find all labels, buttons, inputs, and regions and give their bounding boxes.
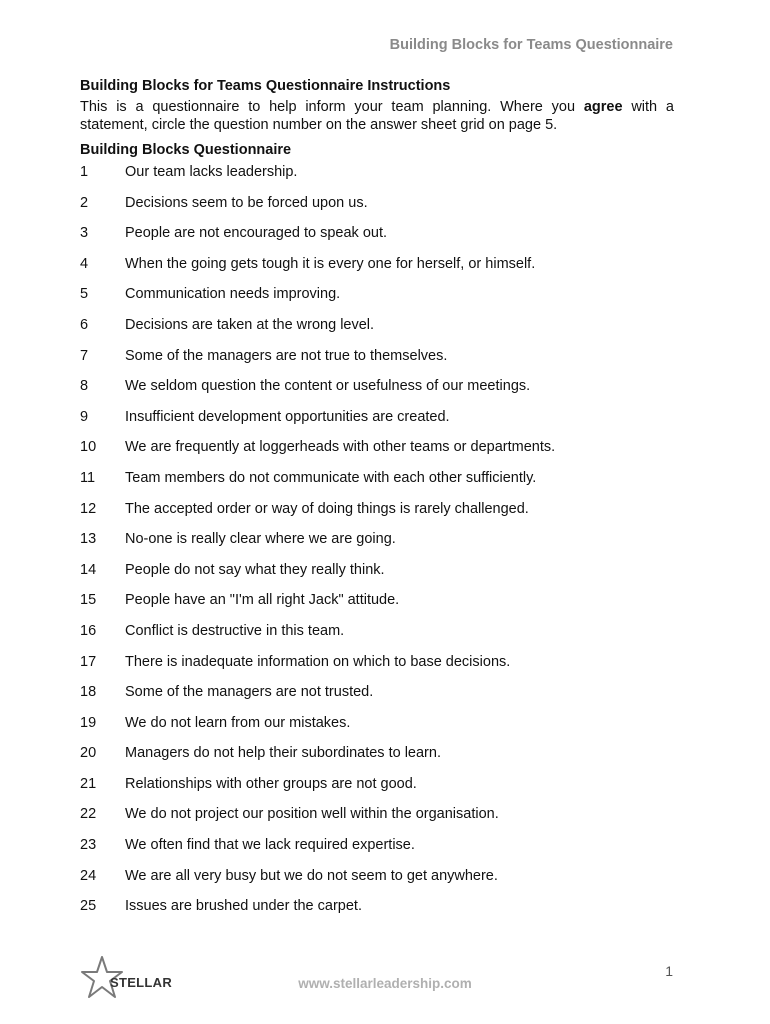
question-text: We do not project our position well within the organisation. bbox=[125, 806, 499, 823]
question-item bbox=[80, 194, 674, 225]
question-item bbox=[80, 530, 674, 561]
running-header-title: Building Blocks for Teams Questionnaire bbox=[389, 37, 673, 53]
question-number: 23 bbox=[80, 837, 97, 854]
question-item bbox=[80, 714, 674, 745]
question-item bbox=[80, 805, 674, 836]
questionnaire-heading: Building Blocks Questionnaire bbox=[80, 142, 292, 158]
question-text: We seldom question the content or usefulness of our meetings. bbox=[125, 378, 531, 395]
logo-wordmark: STELLAR bbox=[110, 975, 173, 990]
question-number: 19 bbox=[80, 714, 97, 731]
question-number: 12 bbox=[80, 500, 97, 517]
question-item bbox=[80, 591, 674, 622]
footer-url: www.stellarleadership.com bbox=[298, 976, 472, 991]
question-text: When the going gets tough it is every one for herself, or himself. bbox=[125, 255, 536, 272]
question-text: The accepted order or way of doing things is rarely challenged. bbox=[125, 500, 529, 517]
question-text: Some of the managers are not trusted. bbox=[125, 684, 374, 701]
question-number: 6 bbox=[80, 316, 89, 333]
question-number: 5 bbox=[80, 286, 89, 303]
question-item bbox=[80, 653, 674, 684]
question-number: 17 bbox=[80, 653, 97, 670]
question-number: 25 bbox=[80, 898, 97, 915]
question-text: We are all very busy but we do not seem to get anywhere. bbox=[125, 867, 498, 884]
question-item bbox=[80, 285, 674, 316]
question-text: Conflict is destructive in this team. bbox=[125, 622, 345, 639]
question-text: People have an "I'm all right Jack" attitude. bbox=[125, 592, 400, 609]
instructions-text-start: This is a questionnaire to help inform your team planning. Where you bbox=[80, 99, 584, 115]
question-item bbox=[80, 347, 674, 378]
question-number: 24 bbox=[80, 867, 97, 884]
question-text: Communication needs improving. bbox=[125, 286, 341, 303]
question-item bbox=[80, 163, 674, 194]
question-number: 1 bbox=[80, 164, 89, 180]
question-item bbox=[80, 500, 674, 531]
question-number: 3 bbox=[80, 225, 89, 242]
question-number: 21 bbox=[80, 775, 97, 792]
question-text: We do not learn from our mistakes. bbox=[125, 714, 351, 731]
question-text: We often find that we lack required expertise. bbox=[125, 837, 415, 854]
instructions-heading: Building Blocks for Teams Questionnaire Instructions bbox=[80, 78, 451, 94]
question-number: 22 bbox=[80, 806, 97, 823]
question-item bbox=[80, 744, 674, 775]
question-item bbox=[80, 897, 674, 928]
question-text: We are frequently at loggerheads with other teams or departments. bbox=[125, 439, 556, 456]
question-item bbox=[80, 255, 674, 286]
document-body bbox=[80, 77, 674, 928]
question-number: 18 bbox=[80, 684, 97, 701]
question-text: No-one is really clear where we are going. bbox=[125, 531, 396, 548]
question-text: Decisions seem to be forced upon us. bbox=[125, 194, 368, 211]
question-item bbox=[80, 408, 674, 439]
question-item bbox=[80, 377, 674, 408]
question-number: 16 bbox=[80, 622, 97, 639]
question-item bbox=[80, 867, 674, 898]
question-text: Decisions are taken at the wrong level. bbox=[125, 316, 375, 333]
question-number: 8 bbox=[80, 378, 89, 395]
question-number: 10 bbox=[80, 439, 97, 456]
question-number: 11 bbox=[80, 469, 96, 486]
question-item bbox=[80, 622, 674, 653]
question-text: People do not say what they really think. bbox=[125, 561, 385, 578]
question-number: 7 bbox=[80, 347, 89, 364]
question-text: Issues are brushed under the carpet. bbox=[125, 898, 362, 915]
instructions-text-end: with a statement, circle the question number on the answer sheet grid on page 5. bbox=[80, 99, 674, 133]
question-item bbox=[80, 775, 674, 806]
question-item bbox=[80, 316, 674, 347]
question-number: 20 bbox=[80, 745, 97, 762]
question-number: 14 bbox=[80, 561, 97, 578]
question-text: Insufficient development opportunities are created. bbox=[125, 408, 450, 425]
page-number: 1 bbox=[665, 963, 673, 979]
question-item bbox=[80, 438, 674, 469]
question-text: People are not encouraged to speak out. bbox=[125, 225, 387, 242]
question-number: 4 bbox=[80, 255, 89, 272]
question-number: 13 bbox=[80, 531, 97, 548]
question-item bbox=[80, 224, 674, 255]
question-text: Relationships with other groups are not good. bbox=[125, 775, 417, 792]
instructions-paragraph bbox=[80, 98, 674, 134]
question-number: 2 bbox=[80, 194, 89, 211]
question-number: 9 bbox=[80, 408, 89, 425]
question-text: There is inadequate information on which to base decisions. bbox=[125, 653, 511, 670]
question-item bbox=[80, 683, 674, 714]
question-number: 15 bbox=[80, 592, 97, 609]
question-item bbox=[80, 836, 674, 867]
question-text: Some of the managers are not true to themselves. bbox=[125, 347, 448, 364]
question-list bbox=[80, 163, 674, 928]
question-text: Team members do not communicate with each other sufficiently. bbox=[125, 469, 537, 486]
question-text: Managers do not help their subordinates to learn. bbox=[125, 745, 441, 762]
question-item bbox=[80, 561, 674, 592]
question-item bbox=[80, 469, 674, 500]
question-text: Our team lacks leadership. bbox=[125, 164, 298, 180]
instructions-emphasis: agree bbox=[583, 99, 623, 115]
